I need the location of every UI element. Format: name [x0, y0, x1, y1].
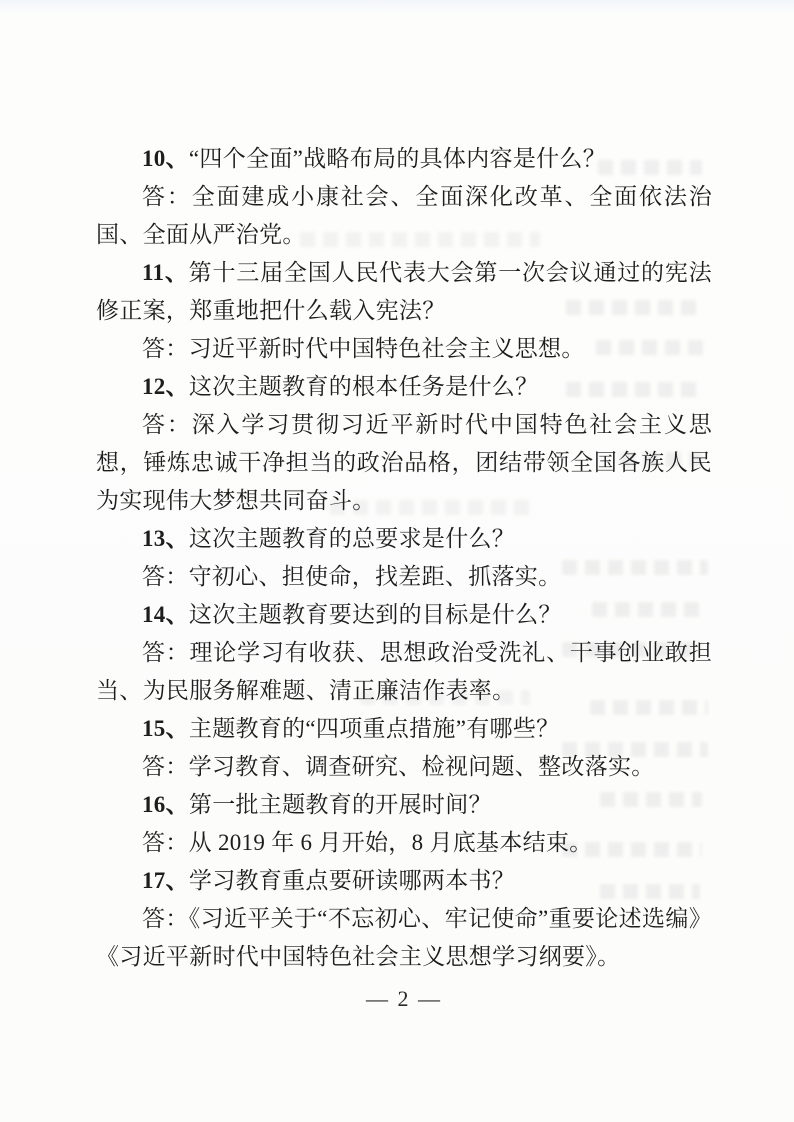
question-paragraph [96, 254, 712, 330]
question-number: 12、 [142, 374, 189, 399]
question-text: 主题教育的“四项重点措施”有哪些？ [188, 716, 560, 741]
answer-paragraph: 答：学习教育、调查研究、检视问题、整改落实。 [142, 754, 655, 779]
page-number: — 2 — [366, 986, 442, 1011]
answer-paragraph: 答：深入学习贯彻习近平新时代中国特色社会主义思想，锤炼忠诚干净担当的政治品格，团结带领全国各族人民为实现伟大梦想共同奋斗。 [96, 412, 712, 513]
question-number: 13、 [142, 526, 189, 551]
qa-item-10 [96, 140, 712, 254]
question-number: 17、 [142, 868, 189, 893]
document-body-text [96, 140, 712, 976]
question-paragraph [96, 786, 712, 824]
answer-paragraph: 答：全面建成小康社会、全面深化改革、全面依法治国、全面从严治党。 [96, 184, 712, 247]
qa-item-15 [96, 710, 712, 786]
qa-item-12 [96, 368, 712, 520]
question-text: 学习教育重点要研读哪两本书？ [188, 868, 516, 893]
qa-item-13 [96, 520, 712, 596]
qa-item-16 [96, 786, 712, 862]
question-paragraph [96, 862, 712, 900]
question-paragraph [96, 596, 712, 634]
qa-item-17 [96, 862, 712, 976]
question-paragraph [96, 520, 712, 558]
question-paragraph [96, 710, 712, 748]
answer-paragraph: 答：习近平新时代中国特色社会主义思想。 [142, 336, 585, 361]
qa-item-14 [96, 596, 712, 710]
question-text: 这次主题教育要达到的目标是什么？ [188, 602, 562, 627]
question-number: 16、 [142, 792, 189, 817]
answer-paragraph: 答：从 2019 年 6 月开始，8 月底基本结束。 [142, 830, 593, 855]
question-text: 第一批主题教育的开展时间？ [188, 792, 492, 817]
question-paragraph [96, 140, 712, 178]
answer-paragraph: 答：《习近平关于“不忘初心、牢记使命”重要论述选编》《习近平新时代中国特色社会主义思想学习纲要》。 [96, 906, 712, 969]
question-text: 这次主题教育的根本任务是什么？ [188, 374, 539, 399]
question-number: 14、 [142, 602, 189, 627]
question-number: 11、 [142, 260, 189, 285]
question-text: 第十三届全国人民代表大会第一次会议通过的宪法修正案，郑重地把什么载入宪法？ [96, 260, 712, 323]
qa-item-11 [96, 254, 712, 368]
answer-paragraph: 答：守初心、担使命，找差距、抓落实。 [142, 564, 562, 589]
question-text: “四个全面”战略布局的具体内容是什么？ [188, 146, 607, 171]
answer-paragraph: 答：理论学习有收获、思想政治受洗礼、干事创业敢担当、为民服务解难题、清正廉洁作表率。 [96, 640, 712, 703]
question-paragraph [96, 368, 712, 406]
question-text: 这次主题教育的总要求是什么？ [188, 526, 516, 551]
question-number: 10、 [142, 146, 189, 171]
question-number: 15、 [142, 716, 189, 741]
